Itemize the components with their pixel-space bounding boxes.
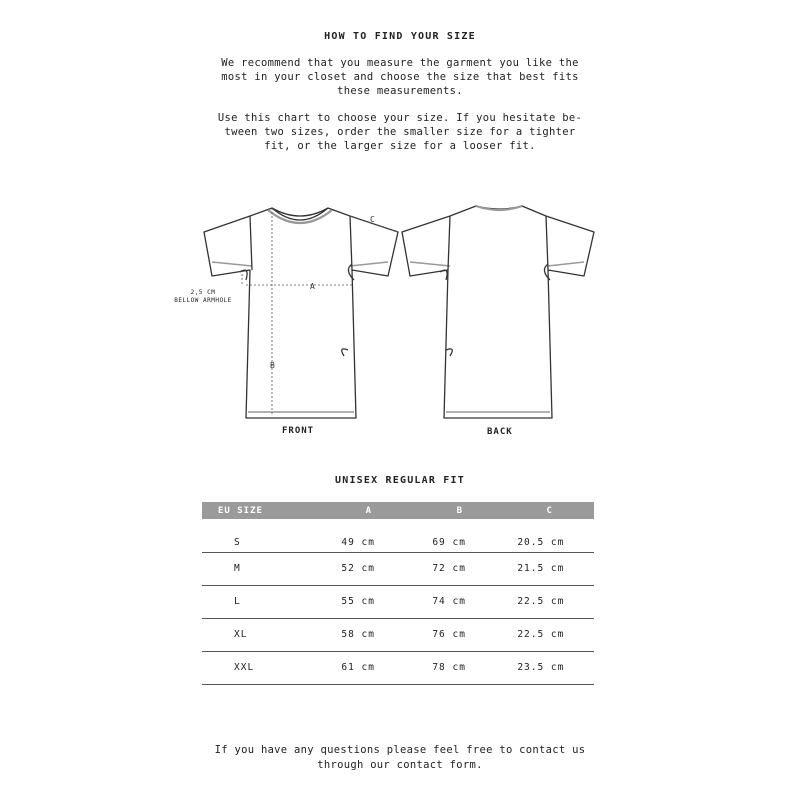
table-row: [202, 651, 594, 684]
table-row: [202, 552, 594, 585]
intro-line: We recommend that you measure the garment you like the: [221, 57, 579, 69]
measure-c-cell: 21.5 cm: [505, 552, 594, 585]
page-title: HOW TO FIND YOUR SIZE: [324, 31, 476, 42]
back-label: BACK: [487, 427, 513, 437]
measure-b-cell: 76 cm: [414, 618, 505, 651]
measure-b-cell: 74 cm: [414, 585, 505, 618]
measure-b-cell: 69 cm: [414, 519, 505, 552]
measure-a-label: A: [310, 282, 315, 291]
size-chart-table: [202, 502, 594, 685]
front-tshirt-drawing: [204, 208, 398, 418]
measure-c-cell: 22.5 cm: [505, 618, 594, 651]
measure-b-cell: 78 cm: [414, 651, 505, 684]
size-cell: XXL: [202, 651, 323, 684]
intro-paragraph: [0, 56, 800, 98]
footer-line: If you have any questions please feel free to contact us: [214, 744, 586, 756]
armhole-note-line1: 2,5 CM: [190, 289, 216, 296]
header-eu-size: EU SIZE: [202, 502, 323, 519]
measure-c-cell: 23.5 cm: [505, 651, 594, 684]
measure-a-cell: 61 cm: [323, 651, 414, 684]
size-cell: S: [202, 519, 323, 552]
size-cell: L: [202, 585, 323, 618]
table-row: [202, 618, 594, 651]
size-cell: M: [202, 552, 323, 585]
measure-b-cell: 72 cm: [414, 552, 505, 585]
tshirt-illustration: [0, 190, 800, 430]
measure-a-cell: 52 cm: [323, 552, 414, 585]
table-row: [202, 519, 594, 552]
measure-a-cell: 55 cm: [323, 585, 414, 618]
footer-line: through our contact form.: [317, 759, 483, 771]
size-cell: XL: [202, 618, 323, 651]
measure-b-label: B: [270, 361, 275, 370]
header-a: A: [323, 502, 414, 519]
measure-c-cell: 20.5 cm: [505, 519, 594, 552]
table-row: [202, 585, 594, 618]
measure-a-cell: 58 cm: [323, 618, 414, 651]
measure-c-cell: 22.5 cm: [505, 585, 594, 618]
back-tshirt-drawing: [402, 206, 594, 418]
table-header-row: [202, 502, 594, 519]
advice-line: Use this chart to choose your size. If you hesitate be-: [217, 112, 583, 124]
advice-paragraph: [0, 111, 800, 153]
size-chart-title: UNISEX REGULAR FIT: [335, 475, 465, 486]
armhole-note-line2: BELLOW ARMHOLE: [174, 297, 232, 304]
advice-line: tween two sizes, order the smaller size for a tighter: [224, 126, 576, 138]
intro-line: most in your closet and choose the size that best fits: [221, 71, 579, 83]
measure-c-label: C: [370, 215, 375, 224]
advice-line: fit, or the larger size for a looser fit.: [264, 140, 536, 152]
header-b: B: [414, 502, 505, 519]
front-label: FRONT: [282, 426, 315, 436]
intro-line: these measurements.: [337, 85, 463, 97]
measure-a-cell: 49 cm: [323, 519, 414, 552]
header-c: C: [505, 502, 594, 519]
contact-note: [0, 743, 800, 773]
